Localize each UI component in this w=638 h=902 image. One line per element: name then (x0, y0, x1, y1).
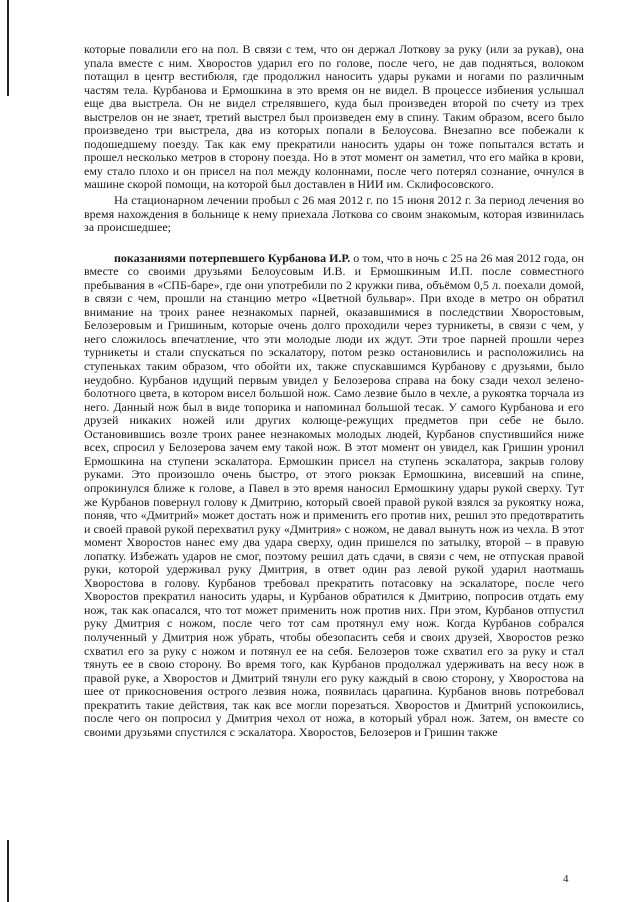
document-body (84, 43, 584, 739)
paragraph-1: которые повалили его на пол. В связи с тем, что он держал Лоткову за руку (или за рукав), она упала вместе с ним. Хворостов ударил его по голове, после чего, не дав подняться, волоком потащил в центр вестибюля, где продолжил наносить удары руками и ногами по различным частям тела. Курбанова и Ермошкина в это время он не видел. В процессе избиения услышал еще два выстрела. Он не видел стрелявшего, куда был произведен второй по счету из трех выстрелов он не знает, третий выстрел был произведен ему в спину. Таким образом, всего было произведено три выстрела, два из которых попали в Белоусова. Внезапно все побежали к подошедшему поезду. Так как ему прекратили наносить удары он тоже попытался встать и прошел несколько метров в сторону поезда. Но в этот момент он заметил, что его майка в крови, ему стало плохо и он присел на пол между колоннами, после чего потерял сознание, очнулся в машине скорой помощи, на которой был доставлен в НИИ им. Склифосовского. (84, 42, 584, 192)
paragraph-3-heading: показаниями потерпевшего Курбанова И.Р. (114, 250, 351, 265)
page-number: 4 (563, 873, 569, 885)
paragraph-3 (84, 252, 584, 740)
left-margin-rule-top (7, 0, 9, 96)
left-margin-rule-bottom (7, 840, 9, 902)
paragraph-2: На стационарном лечении пробыл с 26 мая 2012 г. по 15 июня 2012 г. За период лечения во время нахождения в больнице к нему приехала Лоткова со своим знакомым, которая извинилась за происшедшее; (84, 193, 584, 235)
paragraph-3-text: о том, что в ночь с 25 на 26 мая 2012 года, он вместе со своими друзьями Белоусовым И.В. и Ермошкиным И.П. после совместного пребывания в «СПБ-баре», где они употребили по 2 кружки пива, объёмом 0,5 л. поехали домой, в связи с чем, прошли на станцию метро «Цветной бульвар». При входе в метро он обратил внимание на троих ранее незнакомых парней, оказавшимися в последствии Хворостовым, Белозеровым и Гришиным, которые очень долго проходили через турникеты, в связи с чем, у него сложилось впечатление, что эти молодые люди их ждут. Эти трое парней прошли через турникеты и стали спускаться по эскалатору, потом резко остановились и расположились на ступеньках таким образом, что обойти их, также спускавшимся Курбанову с друзьями, было неудобно. Курбанов идущий первым увидел у Белозерова справа на боку сзади чехол зелено-болотного цвета, в котором висел большой нож. Само лезвие было в чехле, а рукоятка торчала из него. Данный нож был в виде топорика и напоминал большой тесак. У самого Курбанова и его друзей никаких ножей или других колюще-режущих предметов при себе не было. Остановившись возле троих ранее незнакомых молодых людей, Курбанов спустившийся ниже всех, спросил у Белозерова зачем ему такой нож. В этот момент он увидел, как Гришин уронил Ермошкина на ступени эскалатора. Ермошкин присел на ступень эскалатора, закрыв голову руками. Это произошло очень быстро, от этого рюкзак Ермошкина, висевший на спине, опрокинулся ближе к голове, а Павел в это время наносил Ермошкину удары рукой сверху. Тут же Курбанов повернул голову к Дмитрию, который своей правой рукой взялся за рукоятку ножа, поняв, что «Дмитрий» может достать нож и применить его против них, решил это предотвратить и своей правой рукой перехватил руку «Дмитрия» с ножом, не давал вынуть нож из чехла. В этот момент Хворостов нанес ему два удара сверху, один пришелся по затылку, второй – в правую лопатку. Избежать ударов не смог, поэтому решил дать сдачи, в связи с чем, не отпуская правой руки, которой удерживал руку Дмитрия, в ответ один раз левой рукой ударил наотмашь Хворостова в голову. Курбанов требовал прекратить потасовку на эскалаторе, после чего Хворостов прекратил наносить удары, и Курбанов обратился к Дмитрию, попросив отдать ему нож, так как опасался, что тот может применить нож против них. При этом, Курбанов отпустил руку Дмитрия с ножом, после чего тот сам протянул ему нож. Когда Курбанов собрался полученный у Дмитрия нож убрать, чтобы обезопасить себя и своих друзей, Хворостов резко схватил его за руку с ножом и потянул ее на себя. Белозеров тоже схватил его за руку и стал тянуть ее в свою сторону. Во время того, как Курбанов продолжал удерживать на весу нож в правой руке, а Хворостов и Дмитрий тянули его руку каждый в свою сторону, у Хворостова на шее от прикосновения острого лезвия ножа, появилась царапина. Курбанов вновь потребовал прекратить такие действия, так как все могли порезаться. Хворостов и Дмитрий успокоились, после чего он попросил у Дмитрия чехол от ножа, в который убрал нож. Затем, он вместе со своими друзьями спустился с эскалатора. Хворостов, Белозеров и Гришин также (84, 250, 584, 739)
